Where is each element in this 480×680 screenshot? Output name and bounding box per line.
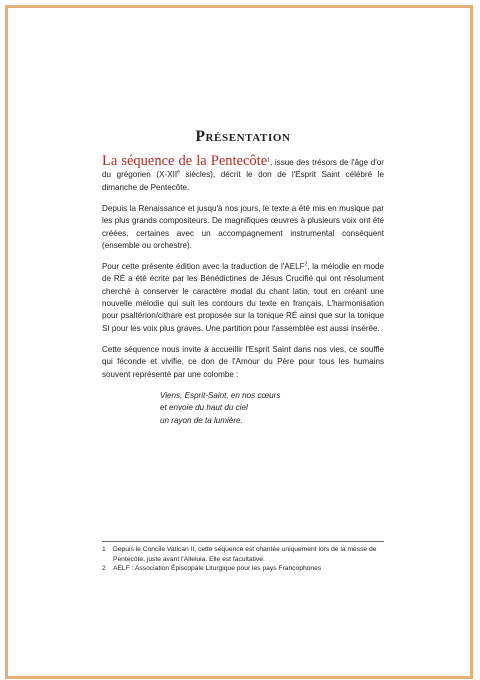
- verse-line: et envoie du haut du ciel: [160, 403, 248, 413]
- century-superscript: e: [177, 169, 180, 176]
- page-title: Présentation: [195, 128, 291, 145]
- edition-text-a: Pour cette présente édition avec la traduction de l'AELF: [102, 261, 305, 271]
- footnote-text: AELF : Association Épiscopale Liturgique pour les pays Francophones: [113, 565, 322, 573]
- paragraph-invitation: Cette séquence nous invite à accueillir l'Esprit Saint dans nos vies, ce souffle qui féconde et vivifie, ce don de l'Amour du Père pour tous les humains souvent représenté par une colombe :: [102, 344, 384, 379]
- footnote-text: Depuis le Concile Vatican II, cette séquence est chantée uniquement lors de la messe de Pentecôte, juste avant l'Alleluia. Elle est facultative.: [113, 546, 377, 563]
- intro-text-a: , issue des trésors de l'âge d'or du grégorien (X-XII: [102, 158, 385, 180]
- footnote-number: 2: [102, 565, 106, 573]
- footnotes: [102, 541, 384, 574]
- footnote-ref-1[interactable]: 1: [267, 157, 270, 164]
- intro-paragraph: [102, 155, 384, 194]
- verse-block: [160, 390, 384, 428]
- lead-phrase: La séquence de la Pentecôte: [102, 153, 268, 169]
- paragraph-renaissance: Depuis la Renaissance et jusqu'à nos jours, le texte a été mis en musique par les plus grands compositeurs. De magnifiques œuvres à plusieurs voix ont été créées, certaines avec un accompagnement instrumental conséquent (ensemble ou orchestre).: [102, 203, 384, 250]
- verse-line: Viens, Esprit-Saint, en nos cœurs: [160, 390, 281, 400]
- footnote-ref-2[interactable]: 2: [304, 261, 308, 268]
- verse-line: un rayon de ta lumière.: [160, 415, 243, 425]
- footnote-1: [102, 545, 384, 564]
- footnote-number: 1: [102, 546, 106, 553]
- paragraph-edition: [102, 261, 384, 335]
- edition-text-b: , la mélodie en mode de RÉ a été écrite par les Bénédictines de Jésus Crucifié qui ont résolument cherché à conserver le caractère modal du chant latin, tout en créant une nouvelle mélodie qui suit les contours du texte en français. L'harmonisation pour psaltérion/cithare est proposée sur la tonique RÉ ainsi que sur la tonique SI pour les voix plus graves. Une partition pour l'assemblée est aussi insérée.: [102, 261, 385, 333]
- document-page: [102, 128, 384, 427]
- footnote-2: [102, 564, 384, 574]
- intro-text-b: siècles), décrit le don de l'Esprit Saint célébré le dimanche de Pentecôte.: [102, 170, 384, 192]
